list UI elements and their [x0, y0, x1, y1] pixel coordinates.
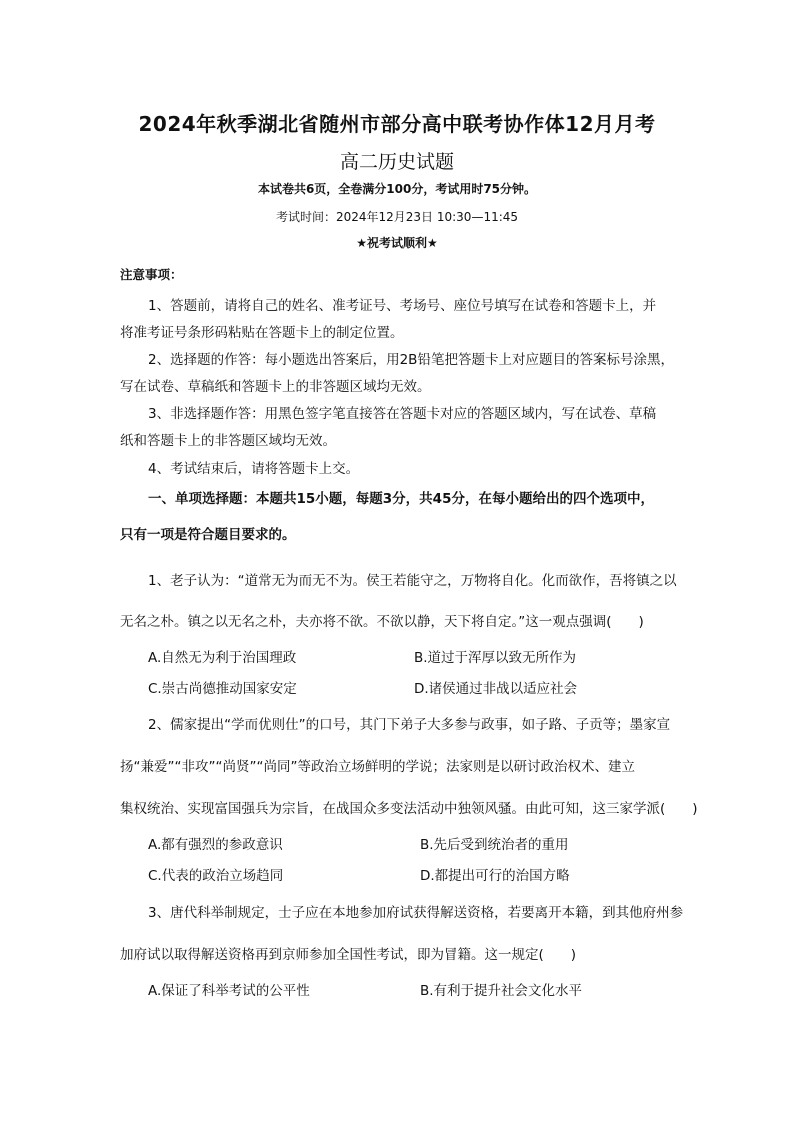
notice-line: 写在试卷、草稿纸和答题卡上的非答题区域均无效。 — [120, 379, 431, 395]
option-b: B.道过于浑厚以致无所作为 — [414, 650, 577, 666]
question-text: 无名之朴。镇之以无名之朴，夫亦将不欲。不欲以静，天下将自定。”这一观点强调( ) — [120, 614, 644, 630]
notice-line: 2、选择题的作答：每小题选出答案后，用2B铅笔把答题卡上对应题目的答案标号涂黑， — [148, 352, 674, 368]
question-text: 1、老子认为：“道常无为而无不为。侯王若能守之，万物将自化。化而欲作，吾将镇之以 — [148, 573, 677, 589]
section-heading: 一、单项选择题：本题共15小题，每题3分，共45分，在每小题给出的四个选项中， — [148, 491, 654, 507]
question-text: 集权统治、实现富国强兵为宗旨，在战国众多变法活动中独领风骚。由此可知，这三家学派( ) — [120, 801, 698, 817]
question-text: 扬“兼爱”“非攻”“尚贤”“尚同”等政治立场鲜明的学说；法家则是以研讨政治权术、建立 — [120, 759, 635, 775]
option-a: A.保证了科举考试的公平性 — [148, 983, 310, 999]
option-a: A.都有强烈的参政意识 — [148, 837, 283, 853]
question-text: 加府试以取得解送资格再到京师参加全国性考试，即为冒籍。这一规定( ) — [120, 947, 577, 963]
exam-blessing: ★祝考试顺利★ — [356, 236, 438, 250]
exam-subtitle: 高二历史试题 — [339, 151, 454, 173]
notice-line: 4、考试结束后，请将答题卡上交。 — [148, 461, 360, 477]
exam-info: 本试卷共6页，全卷满分100分，考试用时75分钟。 — [257, 182, 537, 196]
notice-line: 3、非选择题作答：用黑色签字笔直接答在答题卡对应的答题区域内，写在试卷、草稿 — [148, 406, 657, 422]
notice-line: 纸和答题卡上的非答题区域均无效。 — [120, 433, 336, 449]
notice-line: 将准考证号条形码粘贴在答题卡上的制定位置。 — [120, 325, 404, 341]
option-c: C.代表的政治立场趋同 — [148, 868, 284, 884]
option-c: C.崇古尚德推动国家安定 — [148, 681, 297, 697]
exam-title: 2024年秋季湖北省随州市部分高中联考协作体12月月考 — [138, 112, 656, 136]
option-a: A.自然无为利于治国理政 — [148, 650, 297, 666]
notice-heading: 注意事项： — [120, 267, 183, 282]
option-b: B.有利于提升社会文化水平 — [420, 983, 583, 999]
exam-time: 考试时间：2024年12月23日 10:30—11:45 — [275, 210, 519, 224]
option-d: D.诸侯通过非战以适应社会 — [414, 681, 578, 697]
notice-line: 1、答题前，请将自己的姓名、准考证号、考场号、座位号填写在试卷和答题卡上，并 — [148, 298, 657, 314]
option-d: D.都提出可行的治国方略 — [420, 868, 570, 884]
option-b: B.先后受到统治者的重用 — [420, 837, 569, 853]
question-text: 2、儒家提出“学而优则仕”的口号，其门下弟子大多参与政事，如子路、子贡等；墨家宣 — [148, 717, 671, 733]
section-heading-cont: 只有一项是符合题目要求的。 — [120, 527, 296, 543]
question-text: 3、唐代科举制规定，士子应在本地参加府试获得解送资格，若要离开本籍，到其他府州参 — [148, 905, 684, 921]
